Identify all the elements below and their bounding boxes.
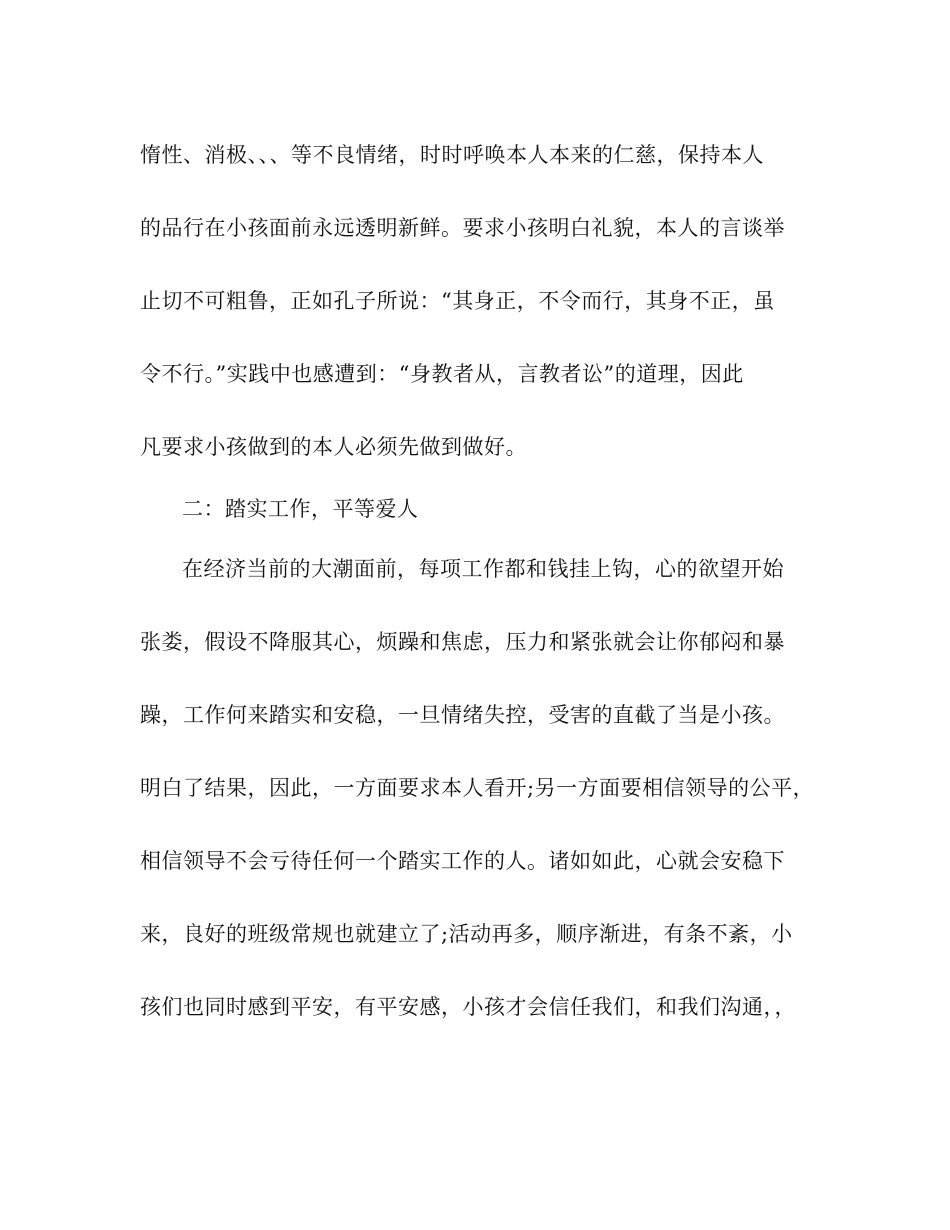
text-line-11: 相信领导不会亏待任何一个踏实工作的人。诸如如此，心就会安稳下 <box>140 849 785 873</box>
text-line-13: 孩们也同时感到平安，有平安感，小孩才会信任我们，和我们沟通，， <box>140 995 796 1019</box>
text-line-3: 止切不可粗鲁，正如孔子所说：“其身正，不令而行，其身不正，虽 <box>140 289 775 313</box>
text-line-5: 凡要求小孩做到的本人必须先做到做好。 <box>140 435 527 459</box>
text-line-9: 躁，工作何来踏实和安稳，一旦情绪失控，受害的直截了当是小孩。 <box>140 703 785 727</box>
text-line-12: 来，良好的班级常规也就建立了;活动再多，顺序渐进，有条不紊，小 <box>140 922 793 946</box>
text-line-4: 令不行。”实践中也感遭到：“身教者从，言教者讼”的道理，因此 <box>140 362 744 386</box>
text-line-10: 明白了结果，因此，一方面要求本人看开;另一方面要相信领导的公平， <box>140 776 815 800</box>
text-line-8: 张娄，假设不降服其心，烦躁和焦虑，压力和紧张就会让你郁闷和暴 <box>140 630 785 654</box>
text-line-1: 惰性、消极、、、等不良情绪，时时呼唤本人本来的仁慈，保持本人 <box>140 143 764 167</box>
text-line-7: 在经济当前的大潮面前，每项工作都和钱挂上钩，心的欲望开始 <box>182 557 784 581</box>
section-heading: 二：踏实工作，平等爱人 <box>182 497 419 521</box>
text-line-2: 的品行在小孩面前永远透明新鲜。要求小孩明白礼貌，本人的言谈举 <box>140 216 785 240</box>
